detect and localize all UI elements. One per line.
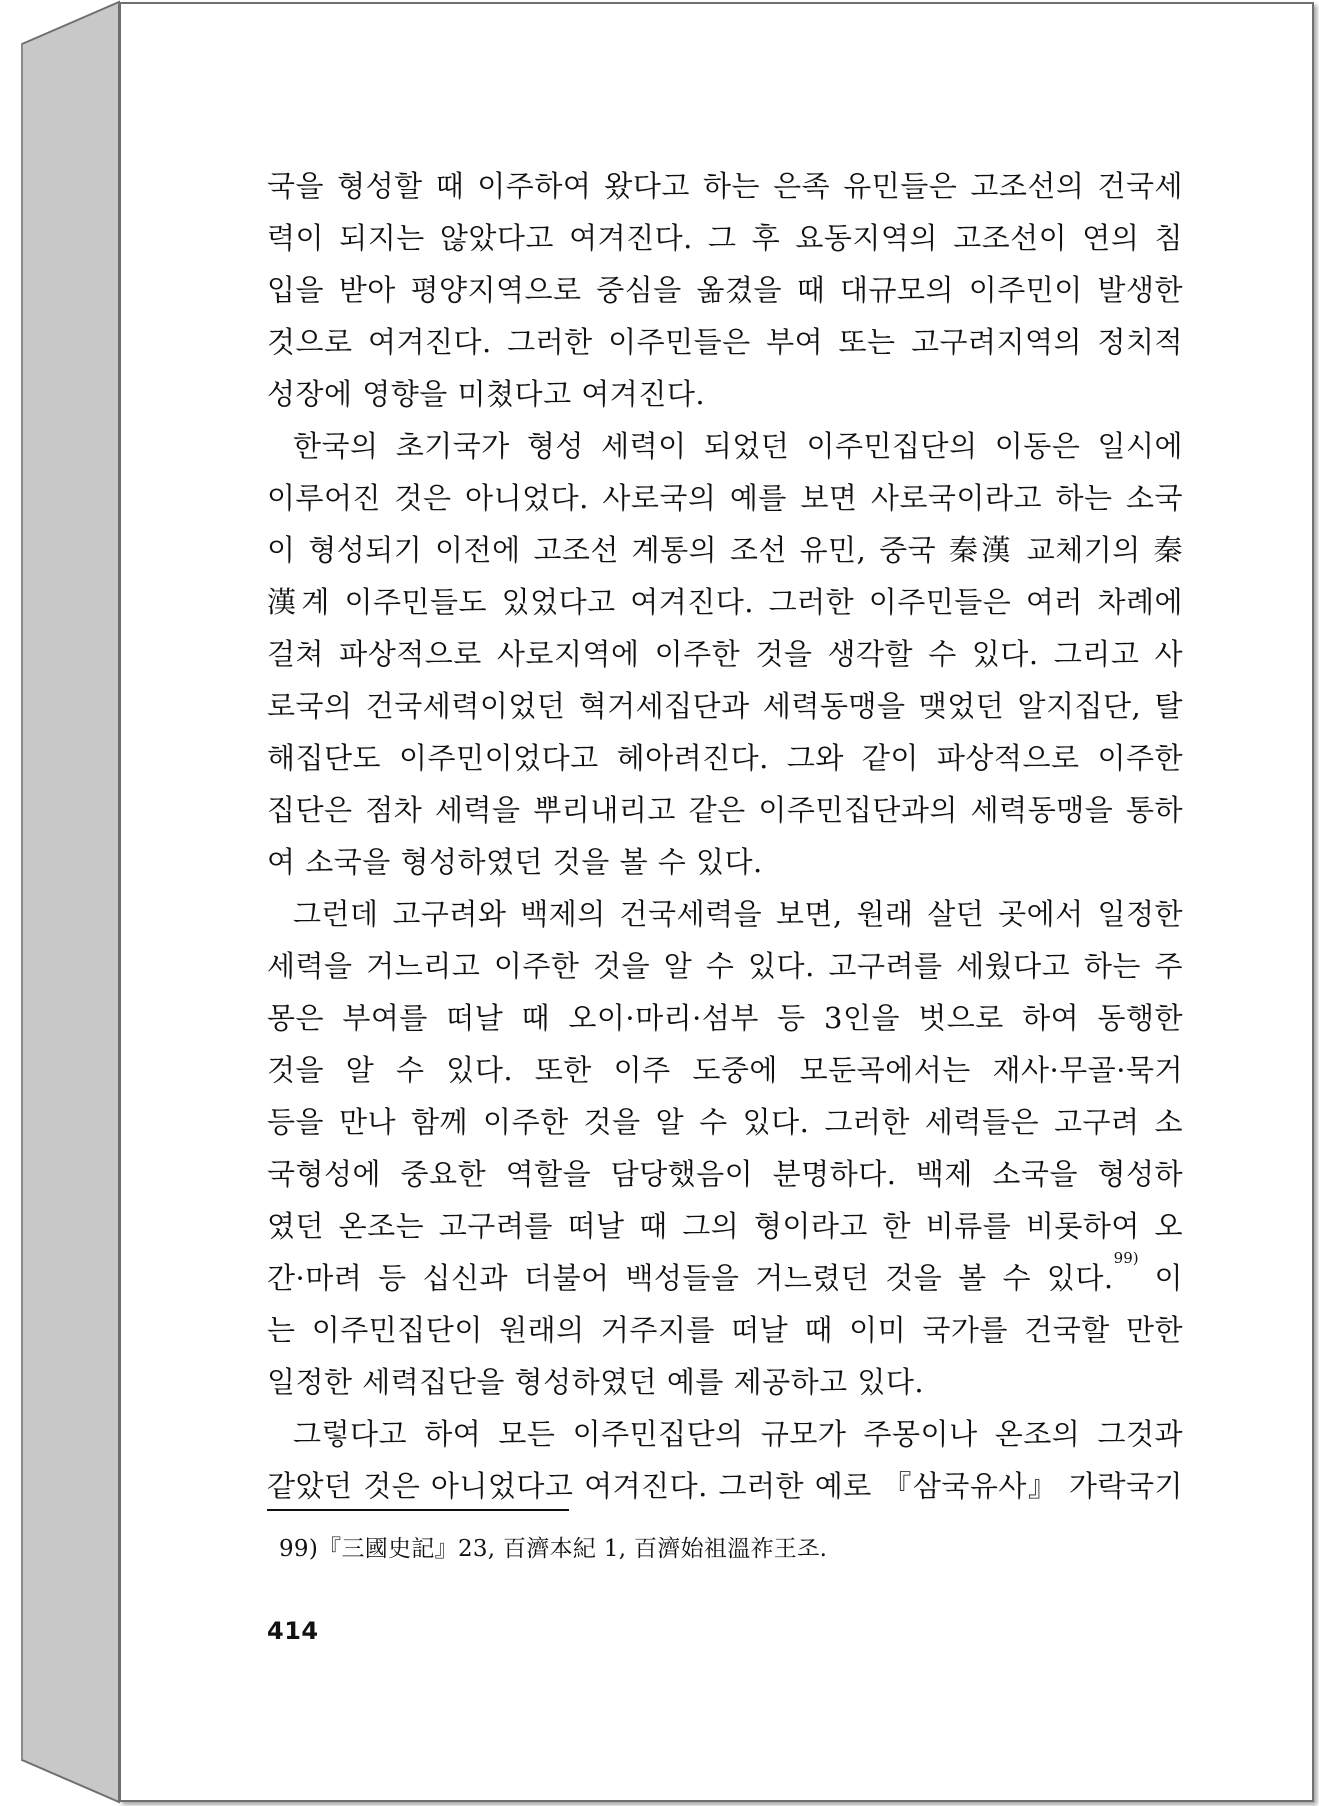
text-line: 몽은 부여를 떠날 때 오이·마리·섬부 등 3인을 벗으로 하여 동행한 <box>267 1001 1183 1035</box>
text-line: 국형성에 중요한 역할을 담당했음이 분명하다. 백제 소국을 형성하 <box>267 1157 1183 1191</box>
body-text <box>267 160 1183 1512</box>
text-line: 였던 온조는 고구려를 떠날 때 그의 형이라고 한 비류를 비롯하여 오 <box>267 1209 1183 1243</box>
text-line: 는 이주민집단이 원래의 거주지를 떠날 때 이미 국가를 건국할 만한 <box>267 1313 1183 1347</box>
text-line-with-footnote <box>267 1249 1183 1304</box>
text-line: 성장에 영향을 미쳤다고 여겨진다. <box>267 377 706 411</box>
page-number: 414 <box>267 1617 319 1645</box>
text-line: 걸쳐 파상적으로 사로지역에 이주한 것을 생각할 수 있다. 그리고 사 <box>267 637 1183 671</box>
footnote-reference[interactable]: 99) <box>1113 1249 1139 1267</box>
text-line: 것을 알 수 있다. 또한 이주 도중에 모둔곡에서는 재사·무골·묵거 <box>267 1053 1183 1087</box>
text-line: 漢계 이주민들도 있었다고 여겨진다. 그러한 이주민들은 여러 차례에 <box>267 585 1183 619</box>
text-line: 력이 되지는 않았다고 여겨진다. 그 후 요동지역의 고조선이 연의 침 <box>267 221 1183 255</box>
text-line: 세력을 거느리고 이주한 것을 알 수 있다. 고구려를 세웠다고 하는 주 <box>267 949 1183 983</box>
text-line-tail: 이 <box>1138 1261 1183 1295</box>
text-line: 이루어진 것은 아니었다. 사로국의 예를 보면 사로국이라고 하는 소국 <box>267 481 1183 515</box>
text-line: 여 소국을 형성하였던 것을 볼 수 있다. <box>267 845 763 879</box>
text-line: 일정한 세력집단을 형성하였던 예를 제공하고 있다. <box>267 1365 925 1399</box>
text-line: 그런데 고구려와 백제의 건국세력을 보면, 원래 살던 곳에서 일정한 <box>293 897 1183 931</box>
text-line: 같았던 것은 아니었다고 여겨진다. 그러한 예로 『삼국유사』 가락국기 <box>267 1469 1183 1503</box>
text-line: 이 형성되기 이전에 고조선 계통의 조선 유민, 중국 秦漢 교체기의 秦 <box>267 533 1183 567</box>
text-line: 집단은 점차 세력을 뿌리내리고 같은 이주민집단과의 세력동맹을 통하 <box>267 793 1183 827</box>
text-line-content: 간·마려 등 십신과 더불어 백성들을 거느렸던 것을 볼 수 있다. <box>267 1261 1114 1295</box>
footnote-text: 99)『三國史記』23, 百濟本紀 1, 百濟始祖溫祚王조. <box>279 1536 828 1562</box>
text-line: 한국의 초기국가 형성 세력이 되었던 이주민집단의 이동은 일시에 <box>293 429 1183 463</box>
footnote-divider <box>267 1509 569 1511</box>
text-line: 것으로 여겨진다. 그러한 이주민들은 부여 또는 고구려지역의 정치적 <box>267 325 1183 359</box>
text-line: 그렇다고 하여 모든 이주민집단의 규모가 주몽이나 온조의 그것과 <box>293 1417 1183 1451</box>
text-line: 국을 형성할 때 이주하여 왔다고 하는 은족 유민들은 고조선의 건국세 <box>267 169 1183 203</box>
text-line: 로국의 건국세력이었던 혁거세집단과 세력동맹을 맺었던 알지집단, 탈 <box>267 689 1183 723</box>
text-line: 입을 받아 평양지역으로 중심을 옮겼을 때 대규모의 이주민이 발생한 <box>267 273 1183 307</box>
text-line: 해집단도 이주민이었다고 헤아려진다. 그와 같이 파상적으로 이주한 <box>267 741 1183 775</box>
text-line: 등을 만나 함께 이주한 것을 알 수 있다. 그러한 세력들은 고구려 소 <box>267 1105 1183 1139</box>
